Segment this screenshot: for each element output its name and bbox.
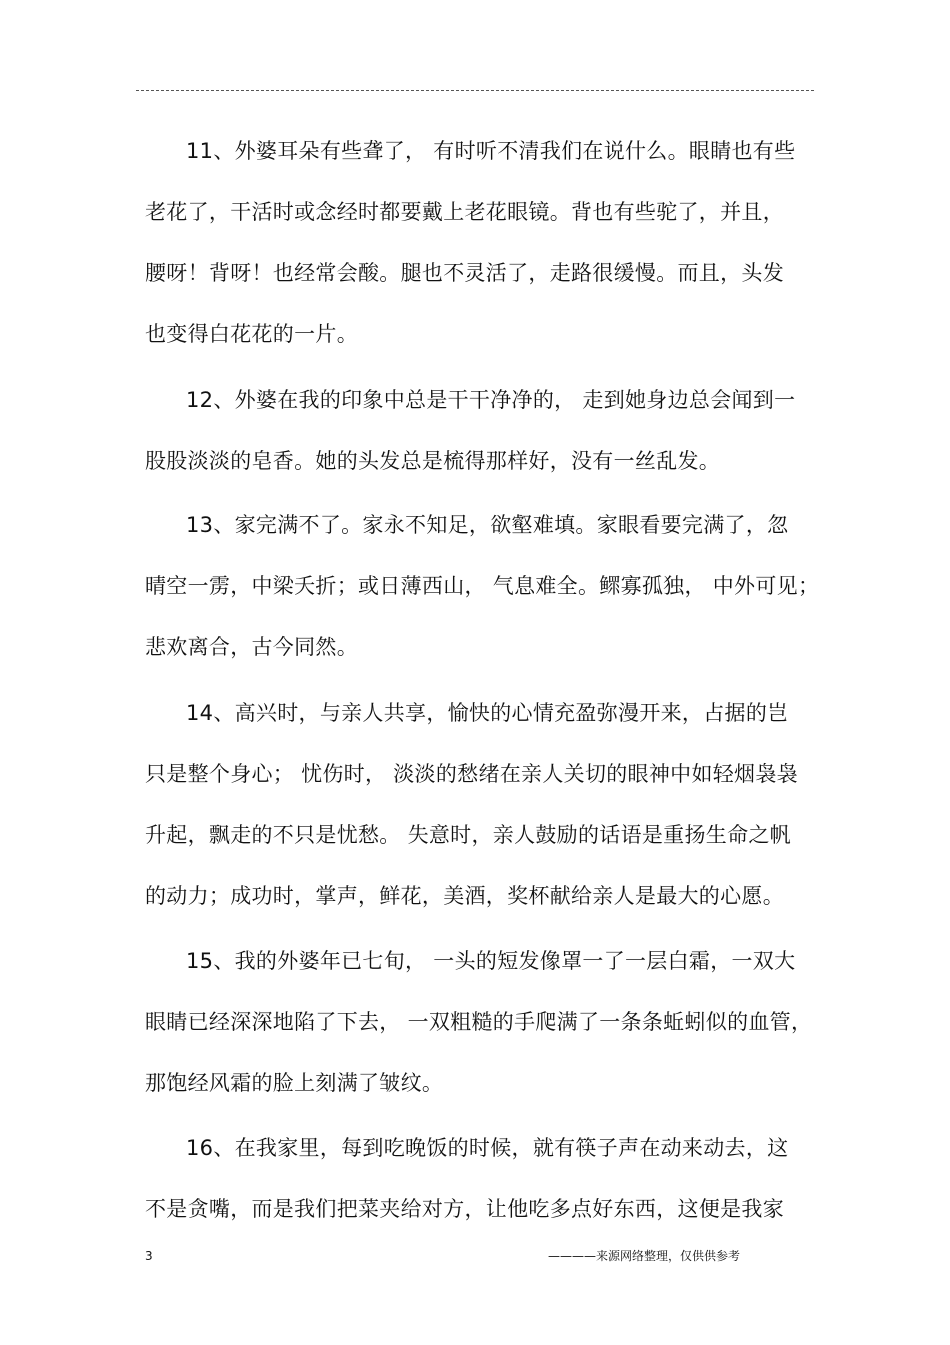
paragraph-16-line-2: 不是贪嘴，而是我们把菜夹给对方，让他吃多点好东西，这便是我家 (145, 1197, 784, 1221)
page-number: 3 (145, 1249, 153, 1263)
paragraph-15-line-1: 15、我的外婆年已七旬， 一头的短发像罩一了一层白霜，一双大 (186, 949, 796, 973)
paragraph-14-line-3: 升起，飘走的不只是忧愁。 失意时，亲人鼓励的话语是重扬生命之帆 (145, 823, 791, 847)
paragraph-12-line-2: 股股淡淡的皂香。她的头发总是梳得那样好，没有一丝乱发。 (145, 449, 721, 473)
paragraph-13-line-2: 晴空一雳，中梁夭折；或日薄西山， 气息难全。鳏寡孤独， 中外可见； (145, 574, 820, 598)
paragraph-11-line-3: 腰呀！背呀！也经常会酸。腿也不灵活了，走路很缓慢。而且，头发 (145, 261, 784, 285)
paragraph-14-line-4: 的动力；成功时，掌声，鲜花，美酒，奖杯献给亲人是最大的心愿。 (145, 884, 784, 908)
paragraph-13-line-1: 13、家完满不了。家永不知足，欲壑难填。家眼看要完满了，忽 (186, 513, 789, 537)
paragraph-11-line-1: 11、外婆耳朵有些聋了， 有时听不清我们在说什么。眼睛也有些 (186, 139, 796, 163)
paragraph-16-line-1: 16、在我家里，每到吃晚饭的时候，就有筷子声在动来动去，这 (186, 1136, 789, 1160)
paragraph-11-line-4: 也变得白花花的一片。 (145, 322, 358, 346)
source-note: ————来源网络整理，仅供供参考 (548, 1249, 741, 1263)
paragraph-12-line-1: 12、外婆在我的印象中总是干干净净的， 走到她身边总会闻到一 (186, 388, 796, 412)
header-divider (136, 90, 814, 91)
paragraph-13-line-3: 悲欢离合，古今同然。 (145, 635, 358, 659)
paragraph-15-line-2: 眼睛已经深深地陷了下去， 一双粗糙的手爬满了一条条蚯蚓似的血管， (145, 1010, 813, 1034)
paragraph-11-line-2: 老花了，干活时或念经时都要戴上老花眼镜。背也有些驼了，并且， (145, 200, 784, 224)
paragraph-14-line-2: 只是整个身心； 忧伤时， 淡淡的愁绪在亲人关切的眼神中如轻烟袅袅 (145, 762, 798, 786)
paragraph-14-line-1: 14、高兴时，与亲人共享，愉快的心情充盈弥漫开来，占据的岂 (186, 701, 789, 725)
paragraph-15-line-3: 那饱经风霜的脸上刻满了皱纹。 (145, 1071, 444, 1095)
